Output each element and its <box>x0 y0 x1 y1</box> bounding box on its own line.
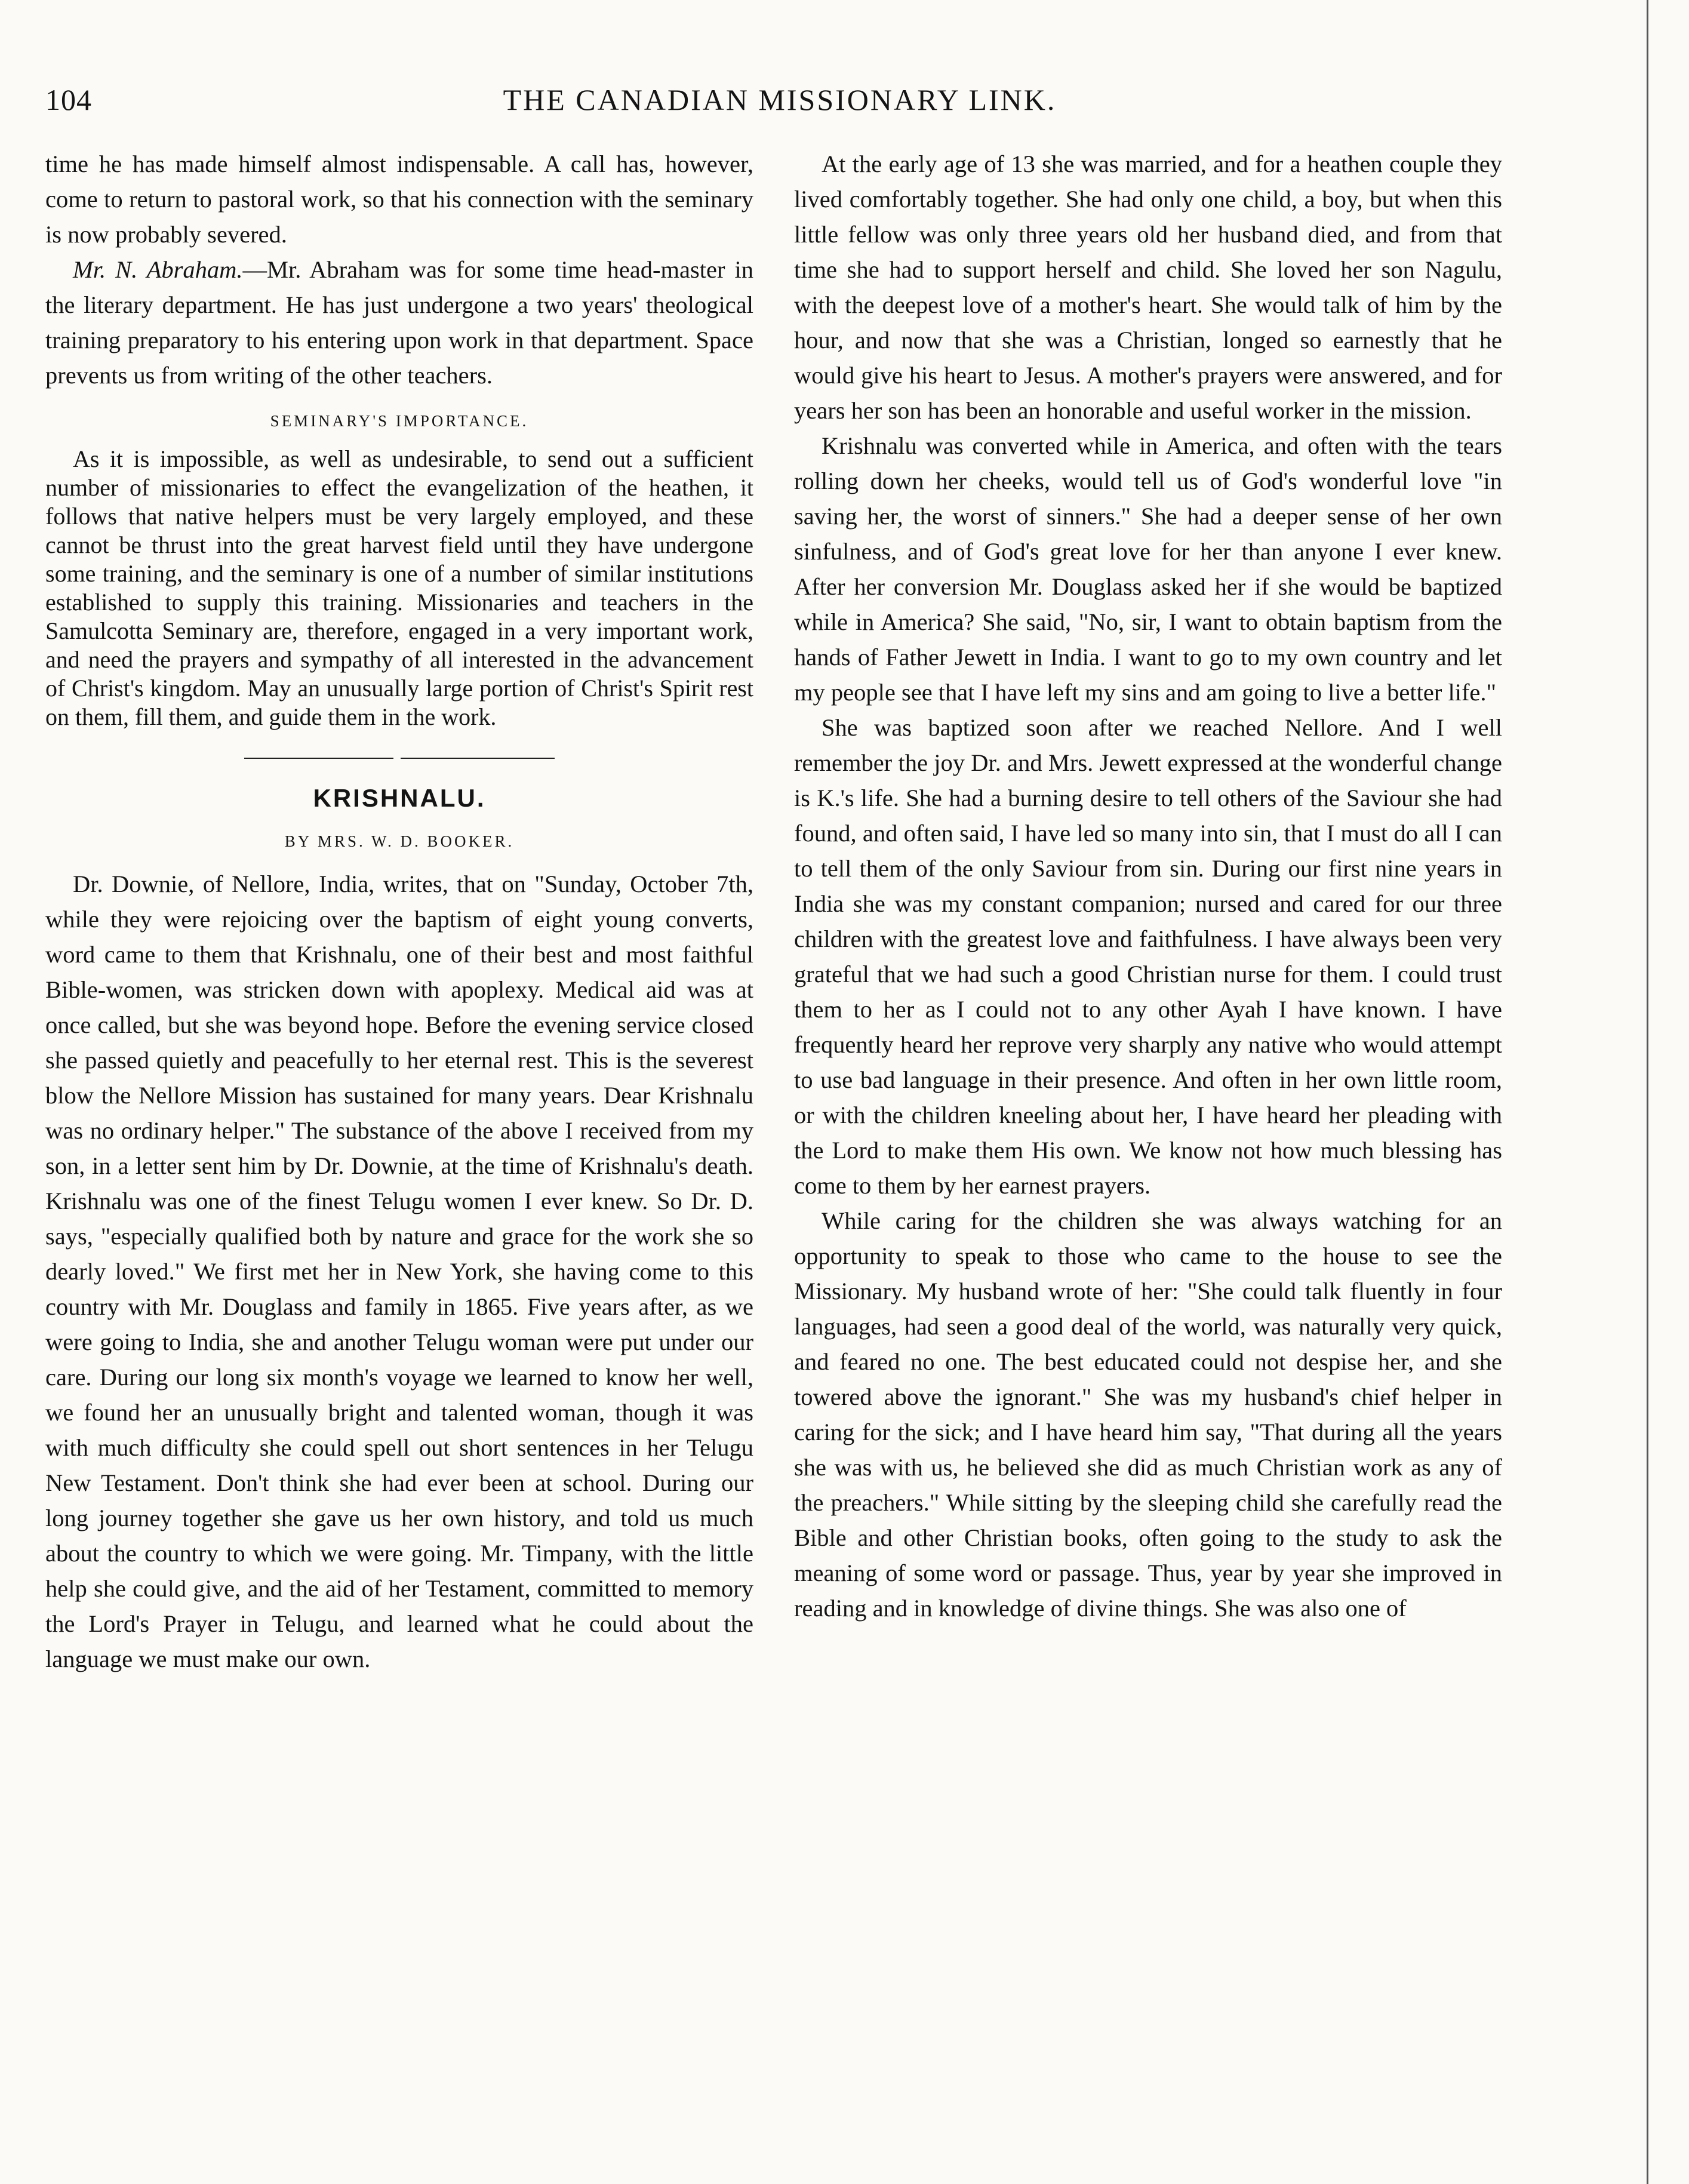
divider-line-left <box>244 758 393 759</box>
page-number: 104 <box>45 83 92 116</box>
paragraph-baptism: She was baptized soon after we reached Nellore. And I well remember the joy Dr. and Mrs. Jewett expressed at the wonderful change is K.'s life. She had a burning desire to tell others of the Saviour she had found, and often said, I have led so many into sin, that I must do all I can to tell them of the only Saviour from sin. During our first nine years in India she was my constant companion; nursed and cared for our three children with the greatest love and faithfulness. I have always been very grateful that we had such a good Christian nurse for them. I could trust them to her as I could not to any other Ayah I have known. I have frequently heard her reprove very sharply any native who would attempt to use bad language in their presence. And often in her own little room, or with the children kneeling about her, I have heard her pleading with the Lord to make them His own. We know not how much blessing has come to them by her earnest prayers. <box>794 714 1502 1199</box>
abraham-name: Mr. N. Abraham. <box>73 256 243 283</box>
paragraph-krishnalu-intro: Dr. Downie, of Nellore, India, writes, that on "Sunday, October 7th, while they were rejoicing over the baptism of eight young converts, word came to them that Krishnalu, one of their best and most faithful Bible-women, was stricken down with apoplexy. Medical aid was at once called, but she was beyond hope. Before the evening service closed she passed quietly and peacefully to her eternal rest. This is the severest blow the Nellore Mission has sustained for many years. Dear Krishnalu was no ordinary helper." The substance of the above I received from my son, in a letter sent him by Dr. Downie, at the time of Krishnalu's death. Krishnalu was one of the finest Telugu women I ever knew. So Dr. D. says, "especially qualified both by nature and grace for the work she so dearly loved." We first met her in New York, she having come to this country with Mr. Douglass and family in 1865. Five years after, as we were going to India, she and another Telugu woman were put under our care. During our long six month's voyage we learned to know her well, we found her an unusually bright and talented woman, though it was with much difficulty she could spell out short sentences in her Telugu New Testament. Don't think she had ever been at school. During our long journey together she gave us her own history, and told us much about the country to which we were going. Mr. Timpany, with the little help she could give, and the aid of her Testament, committed to memory the Lord's Prayer in Telugu, and learned what he could about the language we must make our own. <box>45 870 753 1672</box>
paragraph-conversion: Krishnalu was converted while in America, and often with the tears rolling down her cheeks, would tell us of God's wonderful love "in saving her, the worst of sinners." She had a deeper sense of her own sinfulness, and of God's great love for her than anyone I ever knew. After her conversion Mr. Douglass asked her if she would be baptized while in America? She said, "No, sir, I want to obtain baptism from the hands of Father Jewett in India. I want to go to my own country and let my people see that I have left my sins and am going to live a better life." <box>794 432 1502 706</box>
abraham-text: —Mr. Abraham was for some time head-master in the literary department. He has just undergone a two years' theological training preparatory to his entering upon work in that department. Space prevents us from writing of the other teachers. <box>45 256 753 389</box>
paragraph-early-life: At the early age of 13 she was married, and for a heathen couple they lived comfortably together. She had only one child, a boy, but when this little fellow was only three years old her husband died, and from that time she had to support herself and child. She loved her son Nagulu, with the deepest love of a mother's heart. She would talk of him by the hour, and now that she was a Christian, longed so earnestly that he would give his heart to Jesus. A mother's prayers were answered, and for years her son has been an honorable and useful worker in the mission. <box>794 150 1502 424</box>
divider-line-right <box>401 758 555 759</box>
running-title: THE CANADIAN MISSIONARY LINK. <box>503 83 1057 116</box>
paragraph-seminary-teacher: time he has made himself almost indispensable. A call has, however, come to return to pastoral work, so that his connection with the seminary is now probably severed. <box>45 150 753 248</box>
page-header <box>45 82 1514 124</box>
page-edge-rule <box>1647 0 1648 2184</box>
paragraph-helper: While caring for the children she was always watching for an opportunity to speak to those who came to the house to see the Missionary. My husband wrote of her: "She could talk fluently in four languages, had seen a good deal of the world, was naturally very quick, and feared no one. The best educated could not despise her, and she towered above the ignorant." She was my husband's chief helper in caring for the sick; and I have heard him say, "That during all the years she was with us, he believed she did as much Christian work as any of the preachers." While sitting by the sleeping child she carefully read the Bible and other Christian books, often going to the study to ask the meaning of some word or passage. Thus, year by year she improved in reading and in knowledge of divine things. She was also one of <box>794 1207 1502 1622</box>
paragraph-abraham <box>45 252 753 393</box>
article-byline: BY MRS. W. D. BOOKER. <box>284 832 515 850</box>
left-column <box>45 146 753 1677</box>
right-column <box>794 146 1502 1626</box>
section-heading: SEMINARY'S IMPORTANCE. <box>270 412 529 430</box>
paragraph-seminary-importance: As it is impossible, as well as undesirable, to send out a sufficient number of missionaries to effect the evangelization of the heathen, it follows that native helpers must be very largely employed, and these cannot be thrust into the great harvest field until they have undergone some training, and the seminary is one of a number of similar institutions established to supply this training. Missionaries and teachers in the Samulcotta Seminary are, therefore, engaged in a very important work, and need the prayers and sympathy of all interested in the advancement of Christ's kingdom. May an unusually large portion of Christ's Spirit rest on them, fill them, and guide them in the work. <box>45 445 753 730</box>
article-title: KRISHNALU. <box>313 784 486 812</box>
article-divider <box>244 758 555 759</box>
